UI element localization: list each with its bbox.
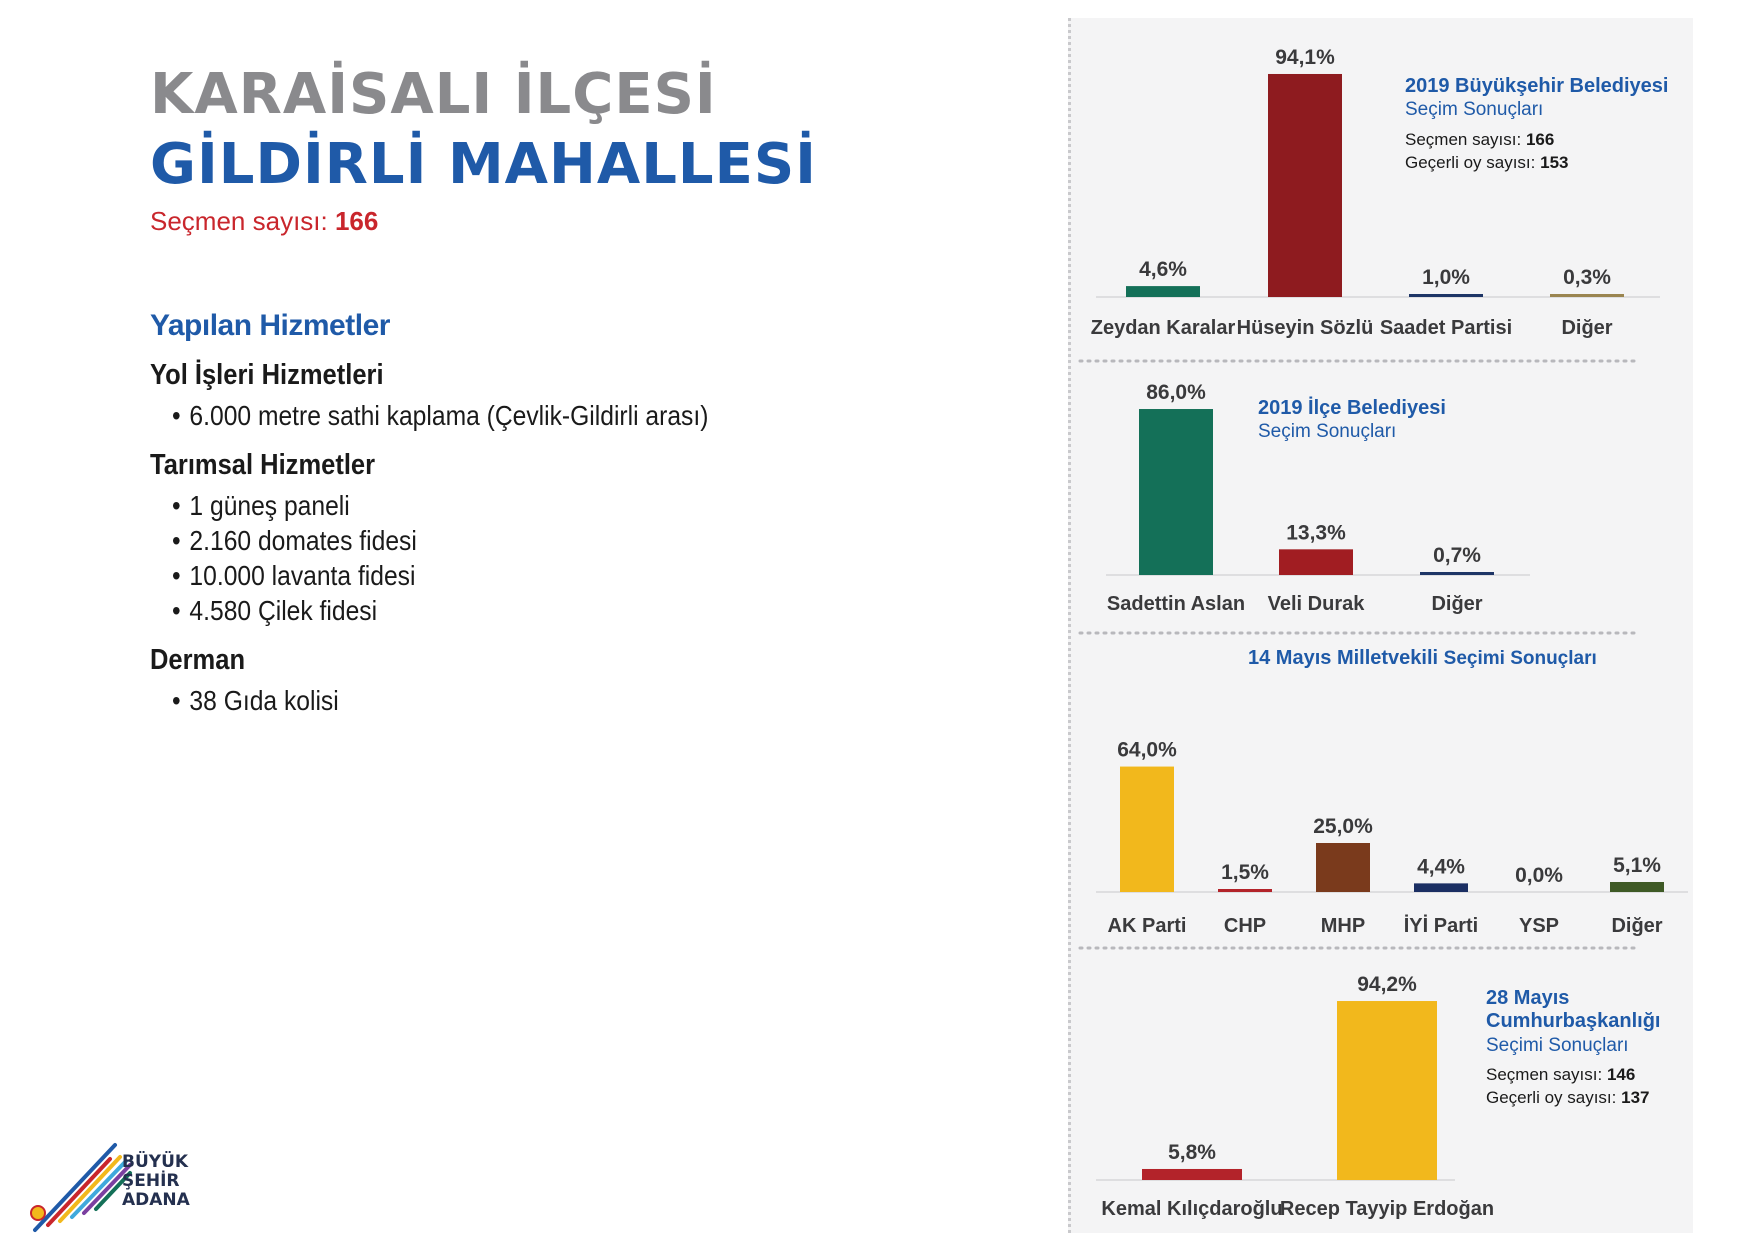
voter-count-value: 166 <box>334 206 379 236</box>
chart-subtitle: Seçim Sonuçları <box>1405 99 1544 120</box>
data-label: 94,1% <box>1275 45 1335 69</box>
service-group-title: Derman <box>150 644 246 676</box>
data-label: 25,0% <box>1313 815 1373 838</box>
bar-3 <box>1409 294 1483 297</box>
category-label: İYİ Parti <box>1403 915 1479 937</box>
bar-4 <box>1414 883 1468 892</box>
service-item: • 6.000 metre sathi kaplama (Çevlik-Gildirli arası) <box>172 398 909 433</box>
data-label: 94,2% <box>1357 973 1417 997</box>
chart-subtitle: Seçimi Sonuçları <box>1486 1035 1629 1056</box>
category-label: Diğer <box>1431 593 1483 615</box>
logo-text-line: ŞEHİR <box>122 1171 180 1191</box>
data-label: 0,3% <box>1563 266 1611 289</box>
bar-2 <box>1268 74 1342 297</box>
category-label: Diğer <box>1611 915 1663 937</box>
data-label: 5,8% <box>1168 1140 1216 1164</box>
data-label: 4,6% <box>1139 258 1187 282</box>
data-label: 64,0% <box>1117 738 1177 762</box>
chart-info: Geçerli oy sayısı: 153 <box>1405 153 1569 172</box>
bar-4 <box>1550 294 1624 297</box>
voter-count-label: Seçmen sayısı: <box>150 206 328 236</box>
bar-2 <box>1218 889 1272 892</box>
category-label: YSP <box>1518 915 1560 937</box>
bar-1 <box>1139 409 1213 575</box>
chart-info: Seçmen sayısı: 146 <box>1486 1065 1636 1084</box>
chart-info: Seçmen sayısı: 166 <box>1405 130 1555 149</box>
data-label: 1,5% <box>1221 861 1269 884</box>
logo-text-line: BÜYÜK <box>122 1152 189 1172</box>
data-label: 0,0% <box>1515 864 1563 887</box>
bar-2 <box>1337 1001 1437 1180</box>
chart-subtitle: Seçimi Sonuçları <box>1443 648 1597 669</box>
bar-3 <box>1316 843 1370 892</box>
chart-title: 14 Mayıs Milletvekili Seçimi Sonuçları <box>1248 647 1597 669</box>
category-label: Hüseyin Sözlü <box>1236 317 1374 339</box>
district-title: KARAİSALI İLÇESİ <box>150 62 717 127</box>
chart-info-value: 166 <box>1525 130 1555 149</box>
neighborhood-title: GİLDİRLİ MAHALLESİ <box>150 132 818 197</box>
category-label: Zeydan Karalar <box>1090 317 1236 339</box>
category-label: MHP <box>1320 915 1366 937</box>
data-label: 4,4% <box>1417 855 1465 879</box>
data-label: 1,0% <box>1422 266 1470 289</box>
data-label: 13,3% <box>1286 521 1346 545</box>
service-item: • 10.000 lavanta fidesi <box>172 558 909 593</box>
category-label: Sadettin Aslan <box>1106 593 1246 615</box>
service-group-title: Yol İşleri Hizmetleri <box>150 359 384 391</box>
chart-info-value: 137 <box>1621 1088 1650 1107</box>
chart-title: Cumhurbaşkanlığı <box>1486 1010 1661 1032</box>
chart-info: Geçerli oy sayısı: 137 <box>1486 1088 1650 1107</box>
service-item: • 2.160 domates fidesi <box>172 523 909 558</box>
data-label: 5,1% <box>1613 854 1661 878</box>
data-label: 86,0% <box>1146 381 1206 405</box>
chart-title: 2019 İlçe Belediyesi <box>1258 397 1446 419</box>
chart-info-value: 146 <box>1606 1065 1636 1084</box>
bar-2 <box>1279 549 1353 575</box>
chart-title: 28 Mayıs <box>1486 987 1570 1009</box>
category-label: Recep Tayyip Erdoğan <box>1279 1198 1495 1220</box>
logo-text-line: ADANA <box>122 1190 190 1210</box>
bar-1 <box>1126 286 1200 297</box>
service-group-title: Tarımsal Hizmetler <box>150 449 376 481</box>
services-heading: Yapılan Hizmetler <box>150 309 390 342</box>
service-item: • 4.580 Çilek fidesi <box>172 593 909 628</box>
service-item: • 38 Gıda kolisi <box>172 683 909 718</box>
category-label: Veli Durak <box>1267 593 1365 615</box>
category-label: AK Parti <box>1107 915 1187 937</box>
chart-title: 2019 Büyükşehir Belediyesi <box>1405 75 1669 97</box>
bar-6 <box>1610 882 1664 892</box>
bar-3 <box>1420 572 1494 575</box>
data-label: 0,7% <box>1433 544 1481 567</box>
category-label: CHP <box>1223 915 1267 937</box>
category-label: Kemal Kılıçdaroğlu <box>1101 1198 1283 1220</box>
service-item: • 1 güneş paneli <box>172 488 909 523</box>
category-label: Saadet Partisi <box>1379 317 1513 339</box>
chart-info-value: 153 <box>1540 153 1569 172</box>
category-label: Diğer <box>1561 317 1613 339</box>
bar-1 <box>1120 767 1174 892</box>
chart-subtitle: Seçim Sonuçları <box>1258 421 1397 442</box>
bar-1 <box>1142 1169 1242 1180</box>
